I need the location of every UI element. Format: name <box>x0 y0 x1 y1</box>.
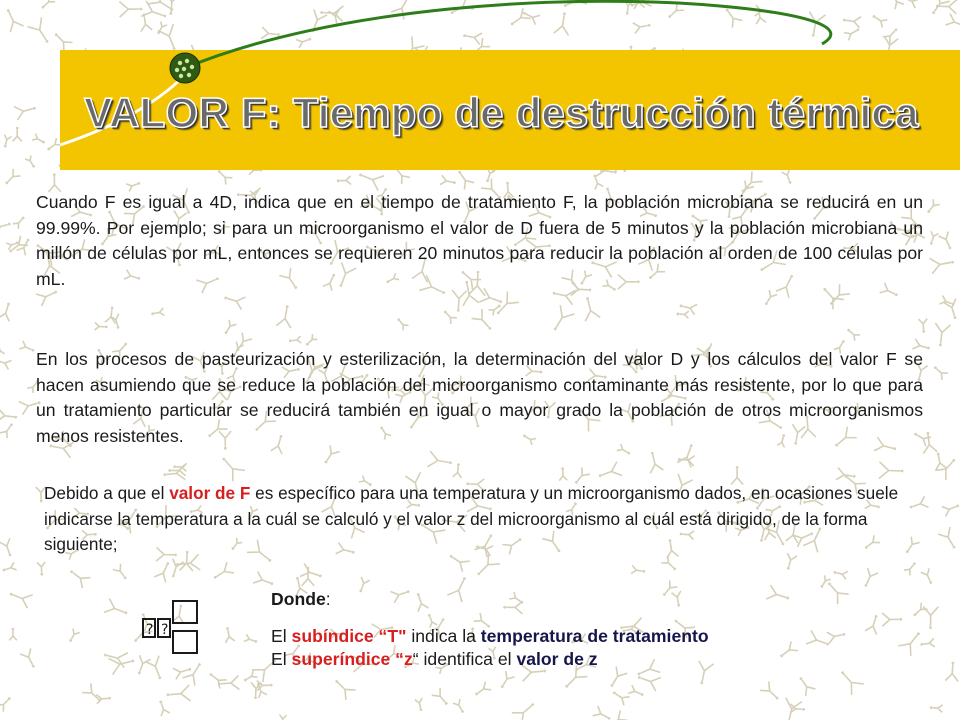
bullet-sphere-icon <box>170 53 200 83</box>
definitions-block <box>271 588 911 671</box>
paragraph-3-part-1: Debido a que el <box>44 483 170 503</box>
donde-label <box>271 588 911 611</box>
donde-heading: Donde <box>271 589 326 609</box>
formula-question-mark: ? <box>161 622 169 638</box>
donde-colon: : <box>325 589 331 609</box>
definition-line-subindex: El subíndice “T" indica la temperatura de tratamiento <box>271 626 709 646</box>
formula-image <box>142 598 202 658</box>
slide-title: VALOR F: Tiempo de destrucción térmica <box>84 89 919 136</box>
paragraph-3-highlight: valor de F <box>169 483 251 503</box>
definition-line-superindex: El superíndice “z“ identifica el valor de z <box>271 649 598 669</box>
paragraph-2: En los procesos de pasteurización y esterilización, la determinación del valor D y los cálculos del valor F se hacen asumiendo que se reduce la población del microorganismo contaminante más resistente, por lo que para un tratamiento particular se reducirá también en igual o mayor grado la población de otros microorganismos menos resistentes. <box>36 349 923 446</box>
formula-subscript-box <box>172 630 198 654</box>
formula-superscript-box <box>172 600 198 624</box>
paragraph-3-part-2: es específico para una temperatura y un microorganismo dados, en ocasiones suele indicarse la temperatura a la cuál se calculó y el valor z del microorganismo al cuál está dirigido, de la forma siguiente; <box>44 483 899 555</box>
paragraph-1: Cuando F es igual a 4D, indica que en el tiempo de tratamiento F, la población microbiana se reducirá en un 99.99%. Por ejemplo; si para un microorganismo el valor de D fuera de 5 minutos y la población microbiana un millón de células por mL, entonces se requieren 20 minutos para reducir la población al orden de 100 células por mL. <box>36 192 923 289</box>
paragraph-3 <box>44 481 924 558</box>
formula-question-mark: ? <box>146 622 154 638</box>
